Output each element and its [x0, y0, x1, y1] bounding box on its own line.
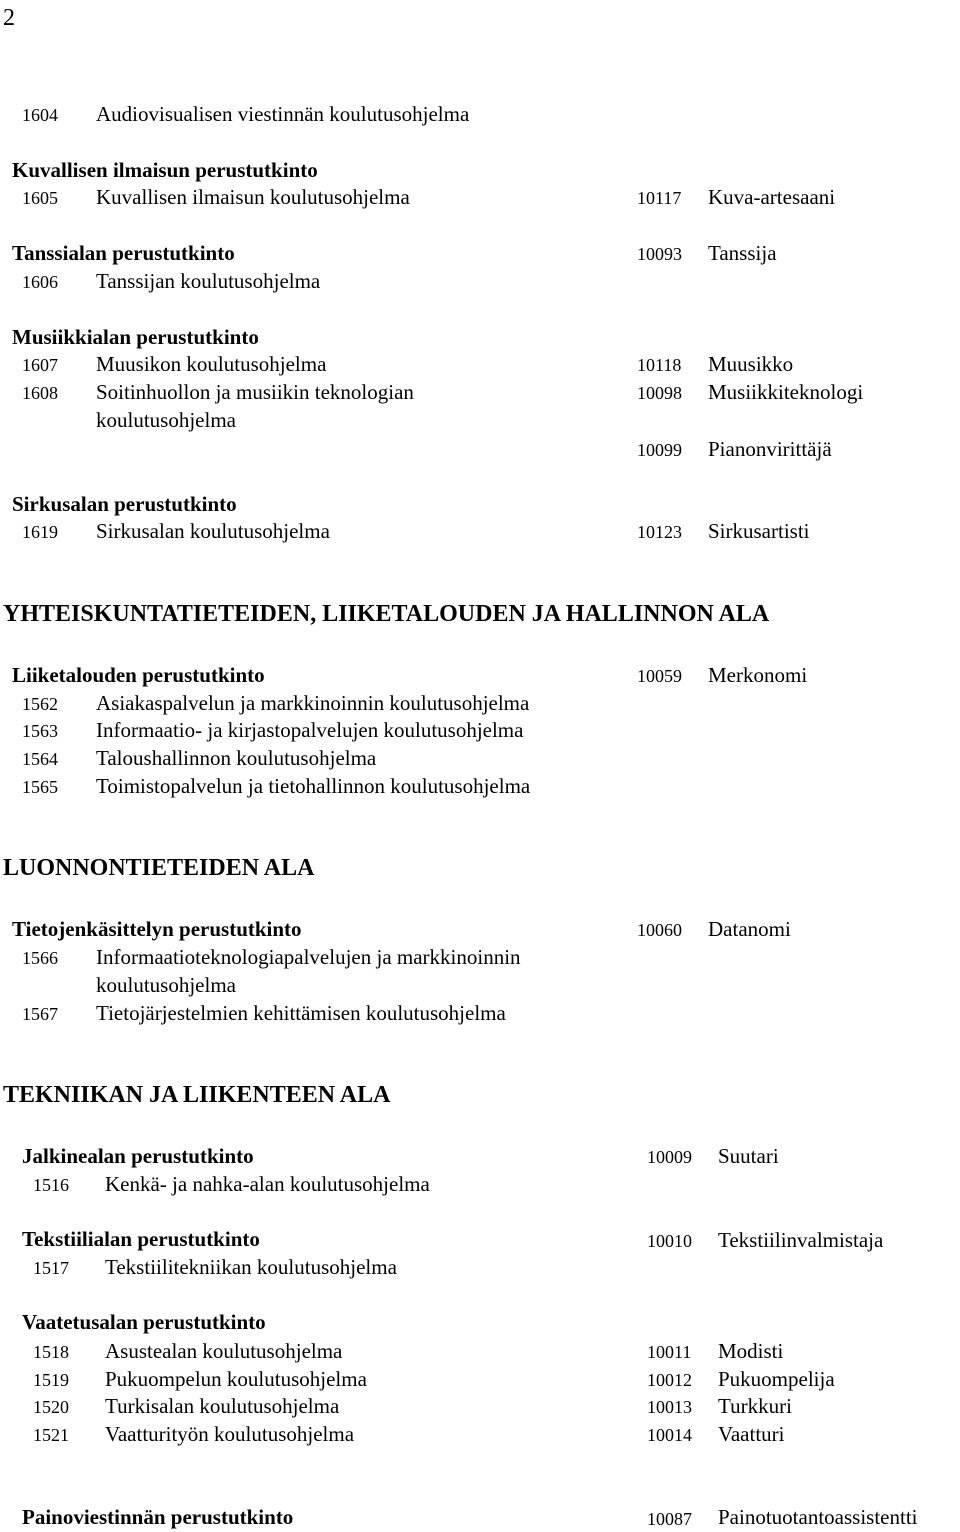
title-code: 10118: [637, 355, 682, 375]
programme-name: Informaatioteknologiapalvelujen ja markkinoinnin: [96, 945, 521, 969]
programme-code: 1619: [22, 522, 58, 542]
degree-heading: Jalkinealan perustutkinto: [22, 1144, 254, 1168]
programme-code: 1565: [22, 777, 58, 797]
title-code: 10012: [647, 1370, 692, 1390]
occupational-title: Turkkuri: [718, 1394, 792, 1418]
programme-code: 1605: [22, 188, 58, 208]
degree-heading: Musiikkialan perustutkinto: [12, 325, 259, 349]
programme-name: Asiakaspalvelun ja markkinoinnin koulutusohjelma: [96, 691, 530, 715]
occupational-title: Pianonvirittäjä: [708, 437, 832, 461]
programme-code: 1607: [22, 355, 58, 375]
programme-name: Kenkä- ja nahka-alan koulutusohjelma: [105, 1172, 430, 1196]
degree-heading: Painoviestinnän perustutkinto: [22, 1505, 294, 1529]
occupational-title: Datanomi: [708, 917, 791, 941]
degree-heading: Kuvallisen ilmaisun perustutkinto: [12, 158, 318, 182]
occupational-title: Musiikkiteknologi: [708, 380, 864, 404]
programme-code: 1516: [33, 1175, 69, 1195]
programme-code: 1518: [33, 1342, 69, 1362]
page-number: 2: [3, 5, 15, 31]
occupational-title: Pukuompelija: [718, 1367, 835, 1391]
programme-name: Kuvallisen ilmaisun koulutusohjelma: [96, 185, 410, 209]
programme-name: Pukuompelun koulutusohjelma: [105, 1367, 367, 1391]
field-heading: TEKNIIKAN JA LIIKENTEEN ALA: [3, 1082, 391, 1108]
occupational-title: Tekstiilinvalmistaja: [718, 1228, 884, 1252]
programme-code: 1563: [22, 721, 58, 741]
title-code: 10117: [637, 188, 682, 208]
degree-heading: Liiketalouden perustutkinto: [12, 663, 265, 687]
occupational-title: Painotuotantoassistentti: [718, 1505, 918, 1529]
title-code: 10009: [647, 1147, 692, 1167]
title-code: 10059: [637, 666, 682, 686]
programme-name: Audiovisualisen viestinnän koulutusohjelma: [96, 102, 470, 126]
programme-name: Muusikon koulutusohjelma: [96, 352, 327, 376]
title-code: 10011: [647, 1342, 692, 1362]
programme-code: 1608: [22, 383, 58, 403]
programme-name: Toimistopalvelun ja tietohallinnon koulutusohjelma: [96, 774, 531, 798]
programme-name: Taloushallinnon koulutusohjelma: [96, 746, 377, 770]
programme-code: 1604: [22, 105, 58, 125]
title-code: 10123: [637, 522, 682, 542]
occupational-title: Tanssija: [708, 241, 777, 265]
degree-heading: Tanssialan perustutkinto: [12, 241, 235, 265]
programme-code: 1564: [22, 749, 58, 769]
programme-code: 1562: [22, 694, 58, 714]
occupational-title: Sirkusartisti: [708, 519, 810, 543]
programme-name: Sirkusalan koulutusohjelma: [96, 519, 330, 543]
programme-name: Tanssijan koulutusohjelma: [96, 269, 321, 293]
occupational-title: Modisti: [718, 1339, 784, 1363]
programme-code: 1566: [22, 948, 58, 968]
degree-heading: Tietojenkäsittelyn perustutkinto: [12, 917, 302, 941]
programme-name-continued: koulutusohjelma: [96, 973, 236, 997]
degree-heading: Tekstiilialan perustutkinto: [22, 1227, 260, 1251]
title-code: 10099: [637, 440, 682, 460]
title-code: 10087: [647, 1509, 692, 1529]
title-code: 10093: [637, 244, 682, 264]
programme-name: Tietojärjestelmien kehittämisen koulutusohjelma: [96, 1001, 506, 1025]
programme-code: 1519: [33, 1370, 69, 1390]
degree-heading: Sirkusalan perustutkinto: [12, 492, 237, 516]
programme-name: Turkisalan koulutusohjelma: [105, 1394, 340, 1418]
occupational-title: Kuva-artesaani: [708, 185, 836, 209]
title-code: 10013: [647, 1397, 692, 1417]
title-code: 10014: [647, 1425, 692, 1445]
programme-code: 1567: [22, 1004, 58, 1024]
title-code: 10010: [647, 1231, 692, 1251]
title-code: 10060: [637, 920, 682, 940]
programme-name: Informaatio- ja kirjastopalvelujen koulutusohjelma: [96, 718, 524, 742]
field-heading: YHTEISKUNTATIETEIDEN, LIIKETALOUDEN JA HALLINNON ALA: [3, 601, 770, 627]
programme-code: 1520: [33, 1397, 69, 1417]
programme-name: Vaatturityön koulutusohjelma: [105, 1422, 355, 1446]
programme-name: Soitinhuollon ja musiikin teknologian: [96, 380, 414, 404]
occupational-title: Vaatturi: [718, 1422, 785, 1446]
programme-code: 1521: [33, 1425, 69, 1445]
occupational-title: Muusikko: [708, 352, 794, 376]
title-code: 10098: [637, 383, 682, 403]
programme-code: 1517: [33, 1258, 69, 1278]
occupational-title: Merkonomi: [708, 663, 808, 687]
programme-name: Asustealan koulutusohjelma: [105, 1339, 343, 1363]
programme-code: 1606: [22, 272, 58, 292]
programme-name-continued: koulutusohjelma: [96, 408, 236, 432]
field-heading: LUONNONTIETEIDEN ALA: [3, 855, 315, 881]
programme-name: Tekstiilitekniikan koulutusohjelma: [105, 1255, 397, 1279]
occupational-title: Suutari: [718, 1144, 779, 1168]
degree-heading: Vaatetusalan perustutkinto: [22, 1310, 266, 1334]
